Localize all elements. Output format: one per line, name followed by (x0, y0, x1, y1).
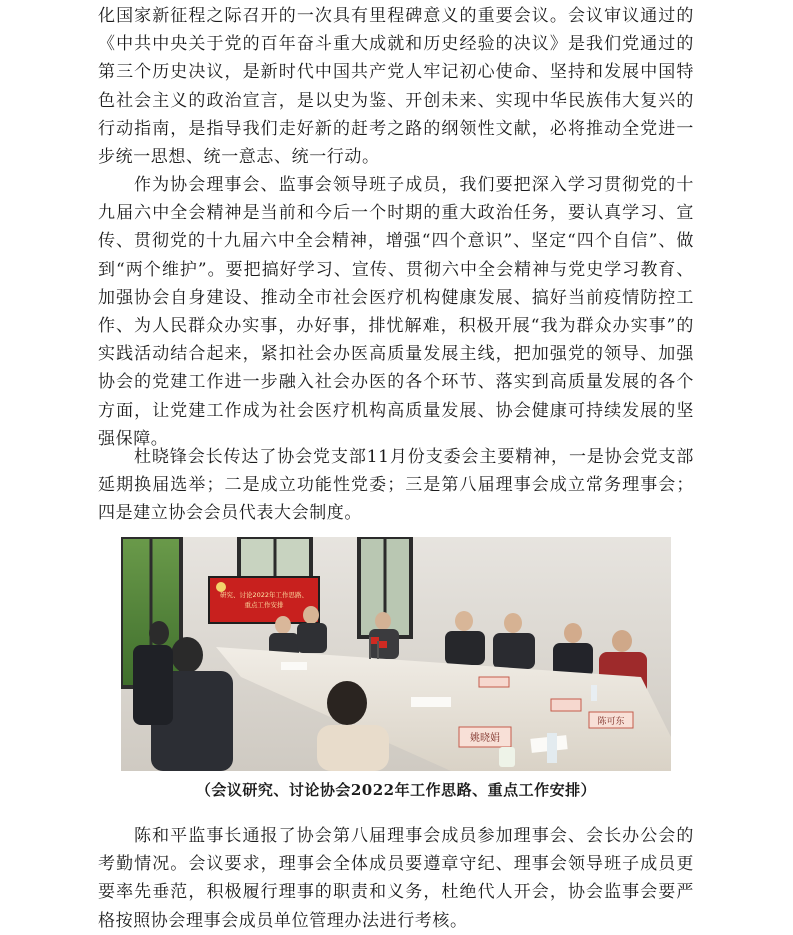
meeting-photo (121, 537, 671, 771)
paragraph-2: 作为协会理事会、监事会领导班子成员，我们要把深入学习贯彻党的十九届六中全会精神是当前和今后一个时期的重大政治任务，要认真学习、宣传、贯彻党的十九届六中全会精神，增强“四个意识”、坚定“四个自信”、做到“两个维护”。要把搞好学习、宣传、贯彻六中全会精神与党史学习教育、加强协会自身建设、推动全市社会医疗机构健康发展、搞好当前疫情防控工作、为人民群众办实事，办好事，排忧解难，积极开展“我为群众办实事”的实践活动结合起来，紧扣社会办医高质量发展主线，把加强党的领导、加强协会的党建工作进一步融入社会办医的各个环节、落实到高质量发展的各个方面，让党建工作成为社会医疗机构高质量发展、协会健康可持续发展的坚强保障。 (98, 175, 694, 449)
paragraph-4: 陈和平监事长通报了协会第八届理事会成员参加理事会、会长办公会的考勤情况。会议要求，理事会全体成员要遵章守纪、理事会领导班子成员更要率先垂范，积极履行理事的职责和义务，杜绝代人开会，协会监事会要严格按照协会理事会成员单位管理办法进行考核。 (98, 826, 694, 931)
slide-title-line1: 研究、讨论2022年工作思路、 (219, 591, 309, 599)
paragraph-3: 杜晓锋会长传达了协会党支部11月份支委会主要精神，一是协会党支部延期换届选举；二是成立功能性党委；三是第八届理事会成立常务理事会；四是建立协会会员代表大会制度。 (98, 447, 694, 524)
photo-caption: （会议研究、讨论协会2022年工作思路、重点工作安排） (195, 781, 597, 799)
name-card-2: 陈可东 (597, 717, 625, 727)
slide-title-line2: 重点工作安排 (244, 601, 284, 609)
paragraph-1: 化国家新征程之际召开的一次具有里程碑意义的重要会议。会议审议通过的《中共中央关于党的百年奋斗重大成就和历史经验的决议》是我们党通过的第三个历史决议，是新时代中国共产党人牢记初心使命、坚持和发展中国特色社会主义的政治宣言，是以史为鉴、开创未来、实现中华民族伟大复兴的行动指南，是指导我们走好新的赶考之路的纲领性文献，必将推动全党进一步统一思想、统一意志、统一行动。 (98, 6, 694, 168)
name-card-1: 姚晓娟 (470, 733, 500, 744)
